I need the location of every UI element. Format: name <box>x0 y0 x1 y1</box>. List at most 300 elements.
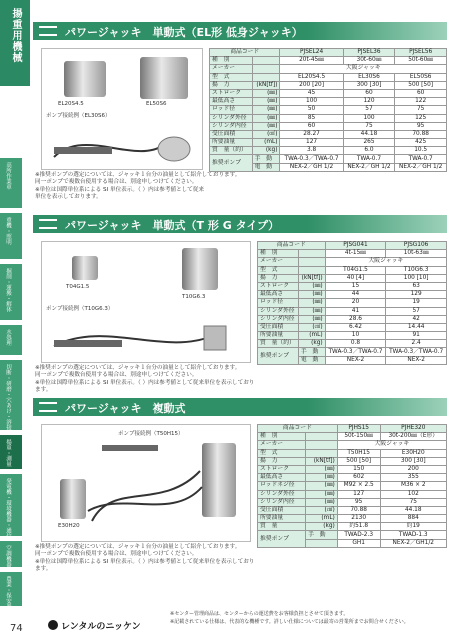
jack-el50-image <box>140 57 188 99</box>
spec-cell: 45 <box>280 89 343 97</box>
spec-row <box>258 425 447 433</box>
spec-cell: (kN[tf]) <box>306 457 338 465</box>
banner-mark-icon <box>39 26 57 36</box>
spec-cell: M92 × 2.5 <box>337 482 380 490</box>
spec-row <box>210 114 447 122</box>
spec-cell: 所要油量 <box>210 139 253 147</box>
spec-cell: 推奨ポンプ <box>258 348 299 364</box>
spec-row <box>210 147 447 155</box>
product-photo-panel <box>41 241 251 363</box>
caption-el50: EL50S6 <box>146 101 167 107</box>
spec-cell: 122 <box>395 98 447 106</box>
spec-cell: (㎠) <box>298 323 325 331</box>
rail-tab-6[interactable] <box>0 474 22 539</box>
spec-cell: NEX-2 <box>325 356 386 364</box>
spec-cell: NEX-2／GH 1/2 <box>343 163 395 171</box>
spec-cell: 150 <box>337 465 380 473</box>
spec-cell: (㎜) <box>252 114 280 122</box>
spec-cell: 28.6 <box>325 315 386 323</box>
pump-connection-image <box>82 441 212 533</box>
spec-cell: (㎜) <box>306 465 338 473</box>
spec-cell: 300 [30] <box>343 81 395 89</box>
spec-cell: 揚 力 <box>258 274 299 282</box>
caption-pump-example: ポンプ接続例（T10G6.3） <box>46 306 114 312</box>
note-line: ※単位は国際単位系による SI 単位表示。（ ）内は参考値として従来単位を表示しております。 <box>35 558 255 573</box>
jack-t04-image <box>72 256 98 280</box>
spec-row <box>258 457 447 465</box>
spec-cell: 14.44 <box>386 323 447 331</box>
spec-cell: 4t-15㎜ <box>325 250 386 258</box>
spec-cell: 75 <box>395 106 447 114</box>
spec-cell: (㎜) <box>252 122 280 130</box>
spec-cell: メーカー <box>210 65 253 73</box>
spec-cell: 6.0 <box>343 147 395 155</box>
spec-cell: メーカー <box>258 441 306 449</box>
spec-cell: ロッド径 <box>210 106 253 114</box>
spec-cell: (kg) <box>306 523 338 531</box>
spec-cell: 300 [30] <box>380 457 446 465</box>
rail-tab-label: 農業・保安器具 <box>5 576 11 615</box>
spec-cell: 30t-60㎜ <box>343 57 395 65</box>
spec-cell: 種 別 <box>210 57 253 65</box>
spec-cell: T50H15 <box>337 449 380 457</box>
spec-cell: (㎜) <box>252 106 280 114</box>
spec-table <box>257 424 447 548</box>
banner-mark-icon <box>39 402 57 412</box>
spec-cell: 推奨ポンプ <box>210 155 253 171</box>
spec-cell: TWAD-1.3 <box>380 531 446 539</box>
spec-cell: GH1 <box>337 539 380 547</box>
spec-cell: (㎜) <box>306 474 338 482</box>
spec-cell: 電 動 <box>298 356 325 364</box>
caption-e30: E30H20 <box>58 523 80 529</box>
spec-cell: 884 <box>380 515 446 523</box>
spec-cell: (mL) <box>306 515 338 523</box>
spec-cell: メーカー <box>258 258 299 266</box>
rail-tab-8[interactable] <box>0 572 22 615</box>
spec-cell: 受圧面積 <box>258 323 299 331</box>
spec-cell: (㎜) <box>298 307 325 315</box>
spec-cell: ストローク <box>258 282 299 290</box>
category-header-label: 揚重用機械 <box>10 8 21 63</box>
spec-cell: ロッド径 <box>258 299 299 307</box>
jack-t10-image <box>182 248 218 290</box>
spec-row <box>258 482 447 490</box>
spec-row <box>210 65 447 73</box>
spec-cell: (kN[tf]) <box>298 274 325 282</box>
spec-cell: 大阪ジャッキ <box>280 65 447 73</box>
section-notes <box>35 365 255 395</box>
spec-cell: 125 <box>395 114 447 122</box>
spec-row <box>258 266 447 274</box>
spec-row <box>258 299 447 307</box>
spec-cell: 最低高さ <box>210 98 253 106</box>
caption-t10: T10G6.3 <box>182 294 206 300</box>
spec-row <box>258 315 447 323</box>
spec-row <box>258 449 447 457</box>
category-header-tab[interactable] <box>0 0 30 86</box>
spec-cell: 種 別 <box>258 250 299 258</box>
spec-row <box>258 465 447 473</box>
spec-cell <box>298 266 325 274</box>
spec-cell: (mL) <box>298 332 325 340</box>
spec-row <box>210 130 447 138</box>
note-line: 同一ポンプで複数台使用する場合は、別途申しつけてください。 <box>35 179 198 186</box>
spec-cell: 最低高さ <box>258 291 299 299</box>
spec-cell: 63 <box>386 282 447 290</box>
spec-row <box>258 340 447 348</box>
spec-row <box>258 523 447 531</box>
spec-cell: 商品コード <box>258 425 338 433</box>
caption-el20: EL20S4.5 <box>58 101 84 107</box>
section-title: パワージャッキ 単動式（EL形 低身ジャッキ） <box>65 26 303 39</box>
spec-cell: EL30S6 <box>343 73 395 81</box>
product-photo-panel <box>41 48 203 170</box>
spec-cell: NEX-2／GH 1/2 <box>280 163 343 171</box>
spec-cell: 129 <box>386 291 447 299</box>
spec-row <box>258 515 447 523</box>
spec-cell: (kg) <box>252 147 280 155</box>
caption-pump-example: ポンプ接続例（EL30S6） <box>46 113 111 119</box>
spec-cell: 15 <box>325 282 386 290</box>
spec-row <box>258 348 447 356</box>
spec-cell: 所要油量 <box>258 515 306 523</box>
spec-cell <box>306 433 338 441</box>
spec-cell: PJHE320 <box>380 425 446 433</box>
spec-cell: 50 <box>280 106 343 114</box>
rail-tab-label: 発電機・環境機器・通信 <box>5 478 11 539</box>
page-number: 74 <box>10 623 23 634</box>
spec-cell: TWA-0.3／TWA-0.7 <box>386 348 447 356</box>
spec-row <box>258 498 447 506</box>
spec-row <box>258 291 447 299</box>
section-banner <box>33 22 447 40</box>
spec-cell: 40 [4] <box>325 274 386 282</box>
spec-cell: TWAD-2.3 <box>337 531 380 539</box>
spec-cell <box>298 258 325 266</box>
spec-row <box>258 531 447 539</box>
product-photo-panel <box>41 424 251 542</box>
spec-cell: 19 <box>386 299 447 307</box>
spec-cell: (kg) <box>298 340 325 348</box>
page-footer <box>10 600 455 644</box>
spec-cell: PJSEL24 <box>280 49 343 57</box>
spec-cell: TWA-0.7 <box>343 155 395 163</box>
spec-cell: 20 <box>325 299 386 307</box>
section-title: パワージャッキ 単動式（T 形 G タイプ） <box>65 219 280 232</box>
spec-cell: 型 式 <box>258 449 306 457</box>
spec-cell: 商品コード <box>210 49 280 57</box>
spec-row <box>258 506 447 514</box>
spec-cell: 41 <box>325 307 386 315</box>
spec-cell: 75 <box>343 122 395 130</box>
spec-cell: 揚 力 <box>210 81 253 89</box>
spec-cell: 3.8 <box>280 147 343 155</box>
rail-tab-label: 高所作業車 <box>5 162 11 190</box>
spec-cell: 30t-200㎜（E形） <box>380 433 446 441</box>
spec-cell: NEX-2／GH1/2 <box>380 539 446 547</box>
spec-cell: PJSEL56 <box>395 49 447 57</box>
spec-cell: シリンダ内径 <box>258 315 299 323</box>
spec-cell: 手 動 <box>306 531 338 539</box>
rail-tab-label: 切断・研磨・穴あけ・溶接 <box>5 364 11 430</box>
spec-cell: 質 量 <box>258 523 306 531</box>
spec-cell: 大阪ジャッキ <box>337 441 446 449</box>
spec-cell: (mL) <box>252 139 280 147</box>
spec-cell: ストローク <box>210 89 253 97</box>
spec-cell <box>298 250 325 258</box>
rail-tab-0[interactable] <box>0 158 22 208</box>
section-banner <box>33 215 447 233</box>
spec-cell: 種 別 <box>258 433 306 441</box>
spec-cell: 425 <box>395 139 447 147</box>
spec-row <box>258 490 447 498</box>
side-index-rail <box>0 0 30 644</box>
spec-cell: (㎜) <box>306 490 338 498</box>
spec-cell: 60 <box>343 89 395 97</box>
spec-row <box>210 81 447 89</box>
section-t-jack <box>33 215 447 395</box>
spec-cell: 約51.8 <box>337 523 380 531</box>
spec-table <box>209 48 447 172</box>
spec-row <box>258 258 447 266</box>
spec-row <box>210 98 447 106</box>
spec-cell: 355 <box>380 474 446 482</box>
company-logo[interactable] <box>48 619 141 632</box>
spec-cell: シリンダ外径 <box>258 490 306 498</box>
spec-cell: T04G1.5 <box>325 266 386 274</box>
spec-cell: 100 <box>343 114 395 122</box>
spec-cell: 10t-63㎜ <box>386 250 447 258</box>
spec-row <box>258 474 447 482</box>
spec-cell: 0.8 <box>325 340 386 348</box>
section-el-jack <box>33 22 447 212</box>
spec-cell: (㎜) <box>298 282 325 290</box>
spec-cell: 95 <box>395 122 447 130</box>
spec-cell: (㎜) <box>252 89 280 97</box>
spec-cell: EL20S4.5 <box>280 73 343 81</box>
rail-tab-label: 掘削・運搬・解体 <box>5 268 11 312</box>
spec-cell <box>306 441 338 449</box>
spec-row <box>258 274 447 282</box>
spec-cell: TWA-0.3／TWA-0.7 <box>280 155 343 163</box>
spec-row <box>258 250 447 258</box>
spec-cell: 10.5 <box>395 147 447 155</box>
spec-cell: (㎜) <box>298 315 325 323</box>
spec-row <box>258 282 447 290</box>
spec-cell: 602 <box>337 474 380 482</box>
spec-cell: 最低高さ <box>258 474 306 482</box>
spec-cell: TWA-0.3／TWA-0.7 <box>325 348 386 356</box>
spec-cell: 10 <box>325 332 386 340</box>
section-notes <box>35 172 241 202</box>
spec-cell: 型 式 <box>210 73 253 81</box>
spec-cell <box>252 57 280 65</box>
spec-cell: 95 <box>337 498 380 506</box>
spec-cell: M36 × 2 <box>380 482 446 490</box>
spec-cell: (㎠) <box>306 506 338 514</box>
spec-cell: 質 量（約） <box>210 147 253 155</box>
rail-tab-7[interactable] <box>0 541 22 567</box>
spec-cell: 44.18 <box>380 506 446 514</box>
spec-cell: ストローク <box>258 465 306 473</box>
spec-cell: 100 <box>280 98 343 106</box>
spec-row <box>258 441 447 449</box>
spec-cell: 受圧面積 <box>210 130 253 138</box>
spec-cell: NEX-2 <box>386 356 447 364</box>
spec-cell: 85 <box>280 114 343 122</box>
spec-row <box>258 433 447 441</box>
spec-cell: 28.27 <box>280 130 343 138</box>
rail-tab-label: 水処理 <box>5 329 11 346</box>
banner-mark-icon <box>39 219 57 229</box>
spec-row <box>210 139 447 147</box>
spec-cell: (㎜) <box>298 291 325 299</box>
spec-cell: PJHS15 <box>337 425 380 433</box>
spec-cell: 44 <box>325 291 386 299</box>
section-double-jack <box>33 398 447 598</box>
spec-row <box>210 106 447 114</box>
spec-cell: 500 [50] <box>337 457 380 465</box>
spec-cell: 127 <box>280 139 343 147</box>
note-line: ※推奨ポンプの選定については、ジャッキ１台分の油量として紹介しております。 <box>35 365 241 371</box>
spec-row <box>210 122 447 130</box>
spec-cell: TWA-0.7 <box>395 155 447 163</box>
footer-note: ※センター管理商品は、センターからの運送費をお客様負担とさせて頂きます。 <box>170 611 349 617</box>
rail-tab-4[interactable] <box>0 360 22 430</box>
spec-cell: 50t-60㎜ <box>395 57 447 65</box>
spec-cell: 265 <box>343 139 395 147</box>
spec-cell: 型 式 <box>258 266 299 274</box>
spec-cell: 75 <box>380 498 446 506</box>
spec-cell: 42 <box>386 315 447 323</box>
spec-cell: 所要油量 <box>258 332 299 340</box>
spec-cell: シリンダ内径 <box>258 498 306 506</box>
spec-cell: PJSEL36 <box>343 49 395 57</box>
section-banner <box>33 398 447 416</box>
spec-cell: シリンダ内径 <box>210 122 253 130</box>
note-line: 同一ポンプで複数台使用する場合は、別途申しつけてください。 <box>35 551 198 558</box>
spec-cell: 500 [50] <box>395 81 447 89</box>
spec-row <box>258 307 447 315</box>
caption-t04: T04G1.5 <box>66 284 90 290</box>
spec-cell: PJSG106 <box>386 242 447 250</box>
spec-cell: 2130 <box>337 515 380 523</box>
spec-cell: 手 動 <box>298 348 325 356</box>
logo-mark-icon <box>48 620 58 630</box>
spec-cell: (㎜) <box>298 299 325 307</box>
spec-cell <box>252 73 280 81</box>
spec-cell: 商品コード <box>258 242 326 250</box>
spec-cell: ロッドネジ径 <box>258 482 306 490</box>
note-line: 同一ポンプで複数台使用する場合は、別途申しつけてください。 <box>35 372 198 379</box>
spec-cell: 20t-45㎜ <box>280 57 343 65</box>
spec-cell: シリンダ外径 <box>210 114 253 122</box>
rail-tab-5[interactable] <box>0 435 22 469</box>
pump-connection-image <box>44 117 202 169</box>
spec-row <box>258 323 447 331</box>
rail-tab-label: 重機・照明 <box>5 217 11 245</box>
spec-row <box>210 73 447 81</box>
rail-tab-label: 揚重・測量 <box>5 439 11 467</box>
spec-cell: (㎜) <box>306 498 338 506</box>
spec-cell: EL50S6 <box>395 73 447 81</box>
section-title: パワージャッキ 複動式 <box>65 402 186 415</box>
spec-cell: (㎜) <box>306 482 338 490</box>
spec-row <box>210 57 447 65</box>
spec-cell: 推奨ポンプ <box>258 531 306 547</box>
spec-cell: 57 <box>386 307 447 315</box>
spec-cell: 100 [10] <box>386 274 447 282</box>
section-notes <box>35 544 255 574</box>
logo-text: レンタルのニッケン <box>61 622 141 632</box>
spec-row <box>258 242 447 250</box>
jack-el20-image <box>64 61 106 97</box>
spec-cell: 約19 <box>380 523 446 531</box>
note-line: ※単位は国際単位系による SI 単位表示。（ ）内は参考値として従来単位を表示しております。 <box>35 379 255 394</box>
rail-tab-2[interactable] <box>0 264 22 320</box>
pump-connection-image <box>44 312 250 362</box>
spec-cell: 電 動 <box>252 163 280 171</box>
spec-cell: 60 <box>280 122 343 130</box>
spec-cell: 44.18 <box>343 130 395 138</box>
spec-cell: (㎠) <box>252 130 280 138</box>
spec-cell: (kN[tf]) <box>252 81 280 89</box>
spec-cell: PJSG041 <box>325 242 386 250</box>
footer-note: ※記載されている仕様は、代表的な機種です。詳しい仕様については最寄の営業所までお問合せください。 <box>170 619 409 625</box>
note-line: ※単位は国際単位系による SI 単位表示。（ ）内は参考値として従来単位を表示しております。 <box>35 186 205 201</box>
spec-cell: 91 <box>386 332 447 340</box>
spec-cell: NEX-2／GH 1/2 <box>395 163 447 171</box>
spec-cell: 70.88 <box>395 130 447 138</box>
spec-cell <box>306 539 338 547</box>
spec-row <box>258 332 447 340</box>
spec-cell: 揚 力 <box>258 457 306 465</box>
spec-cell: 60 <box>395 89 447 97</box>
spec-cell <box>252 65 280 73</box>
spec-cell: T10G6.3 <box>386 266 447 274</box>
caption-pump-example: ポンプ接続例（T50H15） <box>118 431 184 437</box>
spec-cell: 102 <box>380 490 446 498</box>
spec-cell: 70.88 <box>337 506 380 514</box>
spec-row <box>210 89 447 97</box>
note-line: ※推奨ポンプの選定については、ジャッキ１台分の油量として紹介しております。 <box>35 172 241 178</box>
spec-cell: 6.42 <box>325 323 386 331</box>
spec-cell: 手 動 <box>252 155 280 163</box>
spec-cell: E30H20 <box>380 449 446 457</box>
spec-cell: 質 量（約） <box>258 340 299 348</box>
spec-cell: (㎜) <box>252 98 280 106</box>
spec-cell: 2.4 <box>386 340 447 348</box>
spec-cell <box>306 449 338 457</box>
spec-cell: 57 <box>343 106 395 114</box>
spec-cell: 127 <box>337 490 380 498</box>
spec-cell: 200 [20] <box>280 81 343 89</box>
spec-cell: 50t-150㎜ <box>337 433 380 441</box>
spec-row <box>210 155 447 163</box>
spec-table <box>257 241 447 365</box>
rail-tab-1[interactable] <box>0 213 22 259</box>
spec-row <box>210 49 447 57</box>
rail-tab-3[interactable] <box>0 325 22 355</box>
rail-tab-label: 空調機器 <box>5 545 11 567</box>
spec-cell: 大阪ジャッキ <box>325 258 446 266</box>
spec-cell: 120 <box>343 98 395 106</box>
spec-cell: 200 <box>380 465 446 473</box>
note-line: ※推奨ポンプの選定については、ジャッキ１台分の油量として紹介しております。 <box>35 544 241 550</box>
spec-cell: 受圧面積 <box>258 506 306 514</box>
spec-cell: シリンダ外径 <box>258 307 299 315</box>
